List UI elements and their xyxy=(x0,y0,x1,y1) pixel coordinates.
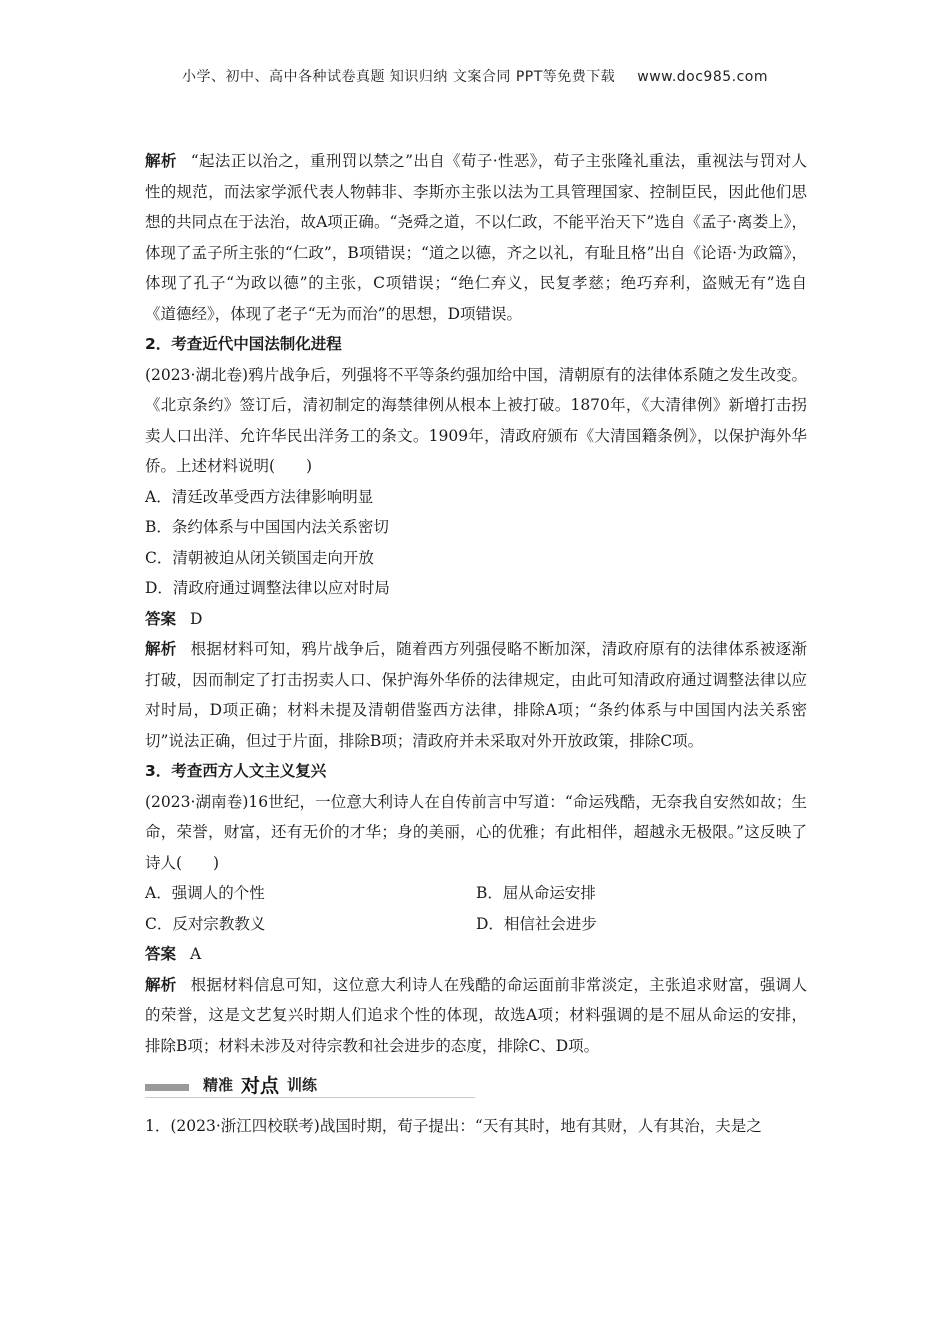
section-banner xyxy=(145,1069,807,1099)
question-3-options-row-1 xyxy=(145,878,807,909)
section-title-part3: 训练 xyxy=(287,1075,318,1094)
section-title-part1: 精准 xyxy=(203,1075,234,1094)
section-banner-rule xyxy=(145,1097,475,1098)
question-3-option-a: A．强调人的个性 xyxy=(145,884,265,902)
question-2-option-a: A．清廷改革受西方法律影响明显 xyxy=(145,487,374,506)
section-banner-bar xyxy=(145,1084,189,1091)
question-3-stem: (2023·湖南卷)16世纪，一位意大利诗人在自传前言中写道：“命运残酷，无奈我自安然如故；生命，荣誉，财富，还有无价的才华；身的美丽，心的优雅；有此相伴，超越永无极限。”这反映了诗人( ) xyxy=(145,792,807,872)
analysis-text: “起法正以治之，重刑罚以禁之”出自《荀子·性恶》，荀子主张隆礼重法，重视法与罚对人性的规范，而法家学派代表人物韩非、李斯亦主张以法为工具管理国家、控制臣民，因此他们思想的共同点在于法治，故A项正确。“尧舜之道，不以仁政，不能平治天下”选自《孟子·离娄上》，体现了孟子所主张的“仁政”，B项错误；“道之以德，齐之以礼，有耻且格”出自《论语·为政篇》，体现了孔子“为政以德”的主张，C项错误；“绝仁弃义，民复孝慈；绝巧弃利，盗贼无有”选自《道德经》，体现了老子“无为而治”的思想，D项错误。 xyxy=(145,152,807,323)
answer-label: 答案 xyxy=(145,609,177,628)
question-2-heading: 2．考查近代中国法制化进程 xyxy=(145,335,342,353)
question-3-option-c: C．反对宗教教义 xyxy=(145,914,266,933)
analysis-label: 解析 xyxy=(145,975,177,994)
document-body xyxy=(145,146,807,1142)
answer-label: 答案 xyxy=(145,945,177,963)
analysis-label: 解析 xyxy=(145,152,177,170)
practice-question-1-stem: 1．(2023·浙江四校联考)战国时期，荀子提出：“天有其时，地有其财，人有其治，夫是之 xyxy=(145,1117,762,1135)
answer-value: A xyxy=(190,945,202,963)
question-2-stem: (2023·湖北卷)鸦片战争后，列强将不平等条约强加给中国，清朝原有的法律体系随之发生改变。《北京条约》签订后，清初制定的海禁律例从根本上被打破。1870年，《大清律例》新增打击拐卖人口出洋、允许华民出洋务工的条文。1909年，清政府颁布《大清国籍条例》，以保护海外华侨。上述材料说明( ) xyxy=(145,365,807,475)
answer-value: D xyxy=(190,609,203,628)
analysis-text: 根据材料可知，鸦片战争后，随着西方列强侵略不断加深，清政府原有的法律体系被逐渐打破，因而制定了打击拐卖人口、保护海外华侨的法律规定，由此可知清政府通过调整法律以应对时局，D项正确；材料未提及清朝借鉴西方法律，排除A项；“条约体系与中国国内法关系密切”说法正确，但过于片面，排除B项；清政府并未采取对外开放政策，排除C项。 xyxy=(145,640,807,750)
question-2-option-b: B．条约体系与中国国内法关系密切 xyxy=(145,518,389,536)
analysis-label: 解析 xyxy=(145,640,177,658)
question-3-analysis xyxy=(145,970,807,1062)
question-2-option-c: C．清朝被迫从闭关锁国走向开放 xyxy=(145,548,374,567)
question-3-option-b: B．屈从命运安排 xyxy=(476,884,596,902)
header-text: 小学、初中、高中各种试卷真题 知识归纳 文案合同 PPT等免费下载 xyxy=(181,69,616,85)
analysis-block-0 xyxy=(145,146,807,329)
question-2-option-d: D．清政府通过调整法律以应对时局 xyxy=(145,579,390,597)
question-3-heading: 3．考查西方人文主义复兴 xyxy=(145,762,327,780)
question-3-answer xyxy=(145,939,807,970)
header-site: www.doc985.com xyxy=(637,69,769,85)
section-title-part2: 对点 xyxy=(241,1074,280,1097)
question-2-analysis xyxy=(145,634,807,756)
analysis-text: 根据材料信息可知，这位意大利诗人在残酷的命运面前非常淡定，主张追求财富，强调人的荣誉，这是文艺复兴时期人们追求个性的体现，故选A项；材料强调的是不屈从命运的安排，排除B项；材料未涉及对待宗教和社会进步的态度，排除C、D项。 xyxy=(145,975,807,1055)
question-3-options-row-2 xyxy=(145,909,807,940)
question-3-option-d: D．相信社会进步 xyxy=(476,914,597,933)
question-2-answer xyxy=(145,604,807,635)
page-header xyxy=(0,66,950,86)
